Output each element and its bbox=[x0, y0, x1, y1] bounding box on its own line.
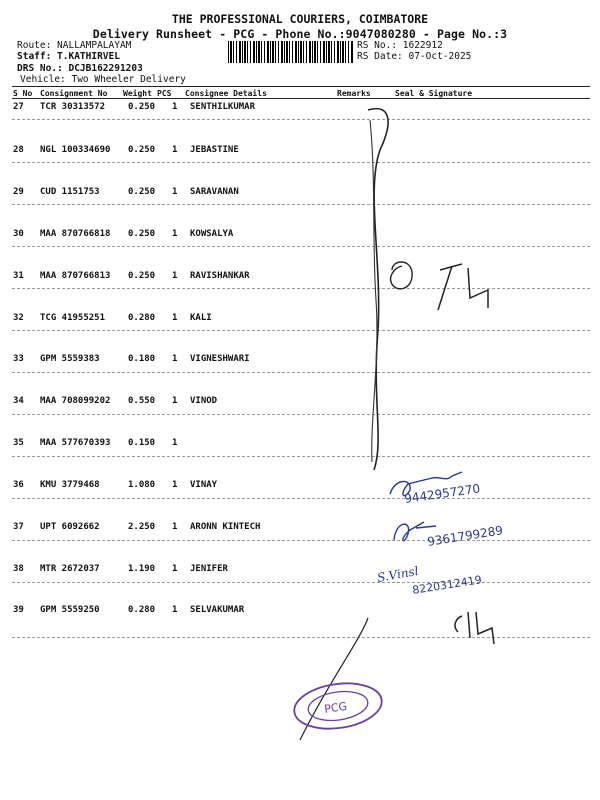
row-consignment: MAA 577670393 bbox=[40, 438, 111, 448]
office-stamp-text: PCG bbox=[323, 699, 348, 716]
col-remarks: Remarks bbox=[337, 89, 371, 98]
row-consignee: VIGNESHWARI bbox=[190, 354, 250, 364]
row-weight: 0.250 bbox=[128, 145, 156, 155]
row-consignment: GPM 5559383 bbox=[40, 354, 100, 364]
col-weight: Weight bbox=[123, 89, 152, 98]
closing-line bbox=[300, 618, 368, 740]
row-pcs: 1 bbox=[172, 102, 178, 112]
row-sno: 29 bbox=[13, 187, 24, 197]
row-consignee: VINOD bbox=[190, 396, 218, 406]
row-consignment: TCG 41955251 bbox=[40, 313, 106, 323]
row-weight: 1.190 bbox=[128, 564, 156, 574]
row-consignment: MTR 2672037 bbox=[40, 564, 100, 574]
row-weight: 0.250 bbox=[128, 187, 156, 197]
row-sno: 37 bbox=[13, 522, 24, 532]
row-consignment: TCR 30313572 bbox=[40, 102, 106, 112]
row-consignee: JENIFER bbox=[190, 564, 228, 574]
row-weight: 2.250 bbox=[128, 522, 156, 532]
row-consignee: VINAY bbox=[190, 480, 218, 490]
rs-number: RS No.: 1622912 bbox=[357, 40, 443, 51]
row-sno: 33 bbox=[13, 354, 24, 364]
row-consignee: JEBASTINE bbox=[190, 145, 239, 155]
row-weight: 0.250 bbox=[128, 271, 156, 281]
row-sno: 28 bbox=[13, 145, 24, 155]
row-consignment: NGL 100334690 bbox=[40, 145, 111, 155]
company-title: THE PROFESSIONAL COURIERS, COIMBATORE bbox=[171, 12, 429, 26]
row-pcs: 1 bbox=[172, 229, 178, 239]
row-pcs: 1 bbox=[172, 480, 178, 490]
row-pcs: 1 bbox=[172, 605, 178, 615]
row-pcs: 1 bbox=[172, 438, 178, 448]
signature-39 bbox=[455, 612, 494, 644]
phone-37: 9361799289 bbox=[426, 523, 504, 549]
row-consignment: KMU 3779468 bbox=[40, 480, 100, 490]
drs-number: DRS No.: DCJB162291203 bbox=[17, 63, 143, 74]
row-consignment: MAA 708099202 bbox=[40, 396, 111, 406]
row-sno: 31 bbox=[13, 271, 24, 281]
row-weight: 0.250 bbox=[128, 229, 156, 239]
row-consignment: MAA 870766818 bbox=[40, 229, 111, 239]
col-consignment: Consignment No bbox=[40, 89, 108, 98]
row-pcs: 1 bbox=[172, 271, 178, 281]
rs-date: RS Date: 07-Oct-2025 bbox=[357, 51, 472, 62]
row-weight: 0.280 bbox=[128, 605, 156, 615]
remarks-bracket-stroke bbox=[368, 109, 388, 470]
row-consignment: CUD 1151753 bbox=[40, 187, 100, 197]
row-consignee: SELVAKUMAR bbox=[190, 605, 245, 615]
runsheet-subtitle: Delivery Runsheet - PCG - Phone No.:9047080280 - Page No.:3 bbox=[92, 27, 508, 41]
phone-38: 8220312419 bbox=[411, 573, 483, 597]
row-consignee: SENTHILKUMAR bbox=[190, 102, 256, 112]
row-sno: 35 bbox=[13, 438, 24, 448]
row-consignee: SARAVANAN bbox=[190, 187, 239, 197]
row-sno: 27 bbox=[13, 102, 24, 112]
row-pcs: 1 bbox=[172, 145, 178, 155]
row-consignee: KOWSALYA bbox=[190, 229, 234, 239]
row-consignment: MAA 870766813 bbox=[40, 271, 111, 281]
name-38: S.Vinsl bbox=[376, 563, 420, 585]
row-sno: 38 bbox=[13, 564, 24, 574]
route-label: Route: NALLAMPALAYAM bbox=[17, 40, 132, 51]
signature-initial-circle bbox=[391, 262, 413, 289]
signature-mark bbox=[438, 264, 488, 310]
row-consignee: ARONN KINTECH bbox=[190, 522, 261, 532]
col-pcs: PCS bbox=[157, 89, 172, 98]
row-consignee: KALI bbox=[190, 313, 212, 323]
row-sno: 36 bbox=[13, 480, 24, 490]
row-weight: 0.280 bbox=[128, 313, 156, 323]
col-sno: S No bbox=[13, 89, 33, 98]
row-sno: 34 bbox=[13, 396, 24, 406]
staff-label: Staff: T.KATHIRVEL bbox=[17, 51, 120, 62]
row-weight: 0.250 bbox=[128, 102, 156, 112]
row-weight: 0.550 bbox=[128, 396, 156, 406]
row-weight: 0.180 bbox=[128, 354, 156, 364]
row-sno: 30 bbox=[13, 229, 24, 239]
col-consignee: Consignee Details bbox=[185, 89, 267, 98]
row-pcs: 1 bbox=[172, 564, 178, 574]
phone-36: 9442957270 bbox=[403, 481, 482, 506]
row-pcs: 1 bbox=[172, 354, 178, 364]
row-consignment: UPT 6092662 bbox=[40, 522, 100, 532]
row-sno: 39 bbox=[13, 605, 24, 615]
vehicle-label: Vehicle: Two Wheeler Delivery bbox=[20, 74, 186, 85]
col-seal-signature: Seal & Signature bbox=[395, 89, 473, 98]
row-sno: 32 bbox=[13, 313, 24, 323]
row-weight: 1.080 bbox=[128, 480, 156, 490]
row-pcs: 1 bbox=[172, 187, 178, 197]
row-weight: 0.150 bbox=[128, 438, 156, 448]
row-consignment: GPM 5559250 bbox=[40, 605, 100, 615]
row-pcs: 1 bbox=[172, 522, 178, 532]
row-pcs: 1 bbox=[172, 396, 178, 406]
row-pcs: 1 bbox=[172, 313, 178, 323]
row-consignee: RAVISHANKAR bbox=[190, 271, 250, 281]
